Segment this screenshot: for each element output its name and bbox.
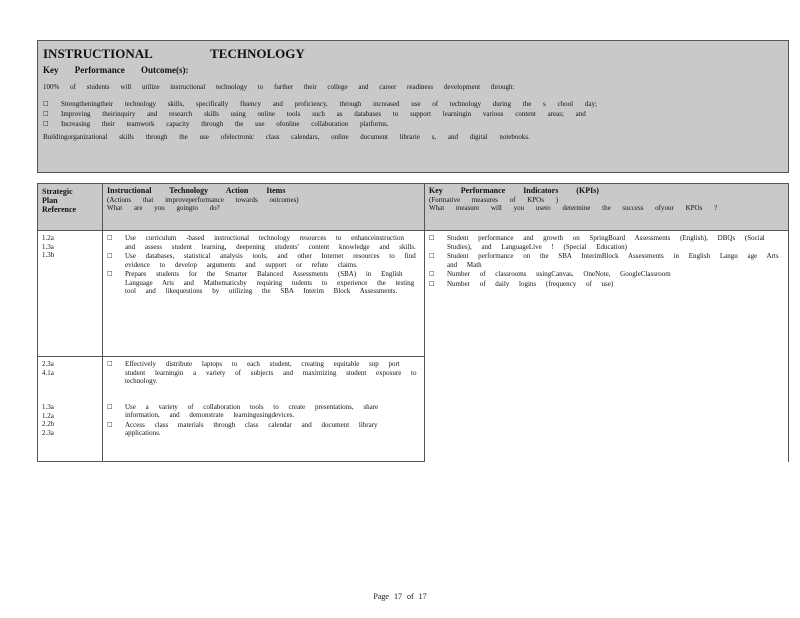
section-subtitle: Key Performance Outcome(s): [43,65,189,75]
page-number: Page 17 of 17 [373,592,427,601]
list-item: □ Student performance and growth on SpringBoard Assessments (English), DBQs (Social Studies), and LanguageLive ! (Special Education) [429,234,765,251]
bullet-box-icon: □ [107,252,113,259]
list-item: □ Use a variety of collaboration tools to create presentations, share information, and demonstrate learningusingdevices. [107,402,379,419]
kpi-cell [425,231,789,462]
bullet-box-icon: □ [107,234,113,241]
reference-cell: 2.3a 4.1a 1.3a 1.2a 2.2b 2.3a [38,357,103,462]
reference-cell: 1.2a 1.3a 1.3b [38,231,103,357]
table-row [38,231,789,357]
bullet-box-icon: □ [43,120,49,127]
action-plan-table [37,183,789,462]
bullet-box-icon: □ [429,279,435,287]
bullet-box-icon: □ [107,420,113,428]
bullet-box-icon: □ [107,270,113,277]
bullet-box-icon: □ [43,110,49,117]
list-item: □ Prepare students for the Smarter Balanced Assessments (SBA) in English Language Arts and Mathematicsby requiring tudents to experience the testing tool and likequestions by utilizing the SBA Interim Block Assessments. [107,270,415,295]
list-item: □ Effectively distribute laptops to each student, creating equitable sup port student learningin a variety of subjects and maximizing student exposure to technology. [107,360,417,385]
outcome-statement: 100% of students will utilize instructional technology to further their college and career readiness development through: [43,83,515,91]
section-title: INSTRUCTIONAL TECHNOLOGY [43,46,305,61]
actions-cell [103,357,425,462]
outcome-bullet: □ Improving theirinquiry and research skills using online tools such as databases to support learningin various content areas; and [43,110,586,118]
list-item: □ Number of daily logins (frequency of use) [429,279,614,288]
bullet-box-icon: □ [429,270,435,277]
list-item: □ Use curriculum -based instructional technology resources to enhanceinstruction and assess student learning, deepening students' content knowledge and skills. [107,234,416,251]
list-item: □ Student performance on the SBA InterimBlock Assessments in English Langu age Arts and Math [429,252,779,269]
list-item: □ Number of classrooms usingCanvas, OneNote, GoogleClassroom [429,270,671,278]
outcome-bullet: □ Strengtheningtheir technology skills, specifically fluency and proficiency, through increased use of technology during the s chool day; [43,100,597,108]
outcome-bullet: □ Increasing their teamwork capacity through the use ofonline collaboration platforms. [43,120,389,128]
list-item: □ Access class materials through class calendar and document library applications. [107,420,378,437]
bullet-box-icon: □ [107,360,113,367]
outcomes-box [37,40,789,173]
col-header-kpis: Key Performance Indicators (KPIs) (Formative measures of KPOs ) What measure will you useto determine the success ofyour KPOs ? [425,184,789,231]
bullet-box-icon: □ [107,402,113,410]
col-header-reference: Strategic Plan Reference [38,184,103,231]
bullet-box-icon: □ [43,100,49,107]
bullet-box-icon: □ [429,252,435,259]
actions-cell [103,231,425,357]
list-item: □ Use databases, statistical analysis tools, and other Internet resources to find evidence to develop arguments and support or refute claims. [107,252,416,269]
bullet-box-icon: □ [429,234,435,241]
col-header-actions: Instructional Technology Action Items (Actions that improveperformance towards outcomes) What are you goingto do? [103,184,425,231]
outcome-last-line: Buildingorganizational skills through the use ofelectronic class calendars, online document librarie s, and digital notebooks. [43,133,530,141]
table-header-row [38,184,789,231]
